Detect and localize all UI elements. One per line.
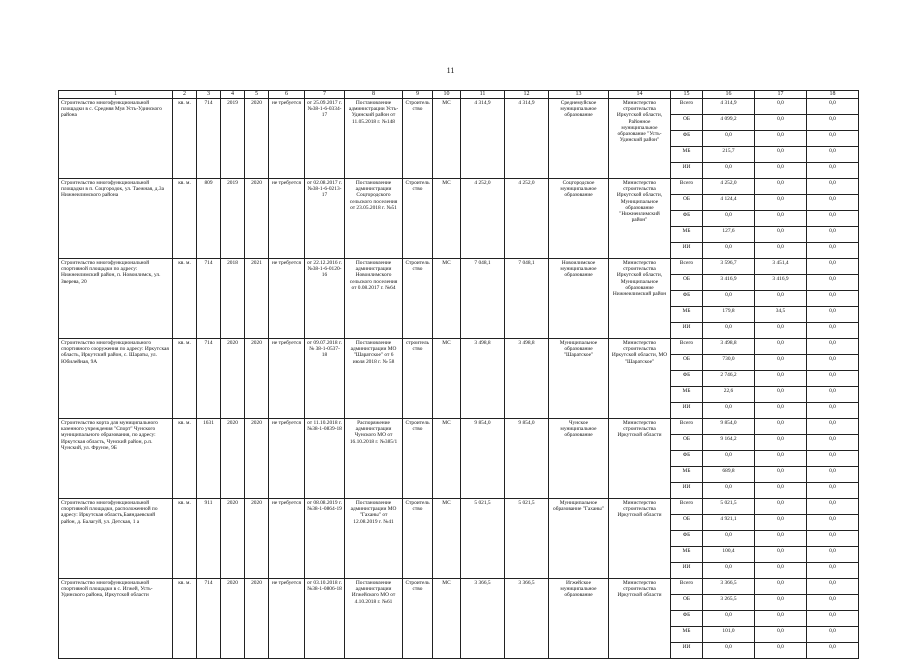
fund-2022: 0,0 [807, 515, 859, 531]
fund-2022: 0,0 [807, 307, 859, 323]
fund-2022: 0,0 [807, 579, 859, 595]
fund-2021: 0,0 [755, 627, 807, 643]
work-kind: Строительство [403, 499, 433, 579]
fund-2020: 0,0 [703, 243, 755, 259]
permit: от 11.10.2018 г. №38-1-0839-18 [305, 419, 345, 499]
ownership: МС [433, 419, 461, 499]
fund-2022: 0,0 [807, 195, 859, 211]
fund-2020: 4 921,1 [703, 515, 755, 531]
fund-2022: 0,0 [807, 211, 859, 227]
fund-2022: 0,0 [807, 643, 859, 659]
fund-source: ОБ [671, 195, 703, 211]
fund-2021: 0,0 [755, 355, 807, 371]
fund-2022: 0,0 [807, 243, 859, 259]
capacity: 809 [197, 179, 221, 259]
work-kind: Строительство [403, 419, 433, 499]
project-row [59, 179, 859, 195]
customer: Среднемуйское муниципальное образование [549, 99, 609, 179]
project-row [59, 339, 859, 355]
fund-2022: 0,0 [807, 275, 859, 291]
fund-2020: 215,7 [703, 147, 755, 163]
fund-2022: 0,0 [807, 467, 859, 483]
start-year: 2019 [221, 99, 245, 179]
expertise: не требуется [269, 419, 305, 499]
unit: кв. м. [173, 579, 197, 659]
permit: от 22.12.2016 г. №38-1-6-0120-16 [305, 259, 345, 339]
fund-2022: 0,0 [807, 419, 859, 435]
fund-2020: 3 596,7 [703, 259, 755, 275]
fund-2020: 4 099,2 [703, 115, 755, 131]
start-year: 2020 [221, 499, 245, 579]
expertise: не требуется [269, 99, 305, 179]
project-name: Строительство многофункционального спортивного сооружения по адресу: Иркутская область, Иркутский район, с. Шараты, ул. Юбилейная, 9А [59, 339, 173, 419]
fund-2022: 0,0 [807, 227, 859, 243]
fund-2020: 9 854,0 [703, 419, 755, 435]
fund-2022: 0,0 [807, 435, 859, 451]
decision: Постановление администрации МО "Шаратское" от 6 июля 2018 г. № 58 [345, 339, 403, 419]
fund-2020: 179,8 [703, 307, 755, 323]
project-row [59, 499, 859, 515]
fund-2021: 3 416,9 [755, 275, 807, 291]
project-name: Строительство многофункциональной спортивной площадки, расположенной по адресу: Иркутская область,Баяндаевский район, д. Балагуй, ул. Детская, 1 а [59, 499, 173, 579]
fund-2021: 0,0 [755, 195, 807, 211]
fund-2022: 0,0 [807, 323, 859, 339]
ownership: МС [433, 579, 461, 659]
customer: Чунское муниципальное образование [549, 419, 609, 499]
fund-source: МБ [671, 387, 703, 403]
permit: от 08.08.2019 г. №38-1-0864-19 [305, 499, 345, 579]
fund-2020: 0,0 [703, 483, 755, 499]
column-number: 14 [609, 91, 671, 99]
fund-2020: 4 314,9 [703, 99, 755, 115]
total-cost: 4 252,0 [461, 179, 505, 259]
start-year: 2018 [221, 259, 245, 339]
fund-source: Всего [671, 259, 703, 275]
fund-2022: 0,0 [807, 99, 859, 115]
column-number: 17 [755, 91, 807, 99]
work-kind: Строительство [403, 579, 433, 659]
column-number: 18 [807, 91, 859, 99]
total-cost: 3 366,5 [461, 579, 505, 659]
column-number: 6 [269, 91, 305, 99]
fund-2020: 0,0 [703, 291, 755, 307]
fund-2022: 0,0 [807, 611, 859, 627]
customer: Муниципальное образование "Гаханы" [549, 499, 609, 579]
project-name: Строительство многофункциональной спортивной площадки по адресу: Нижнеилимский район, п. Новоилимск, ул. Зверева, 20 [59, 259, 173, 339]
fund-2022: 0,0 [807, 339, 859, 355]
ministry: Министерство строительства Иркутской области [609, 419, 671, 499]
fund-source: ОБ [671, 435, 703, 451]
project-row [59, 99, 859, 115]
ministry: Министерство строительства Иркутской области, МО "Шаратское" [609, 339, 671, 419]
fund-2021: 0,0 [755, 579, 807, 595]
fund-2020: 0,0 [703, 563, 755, 579]
fund-2021: 34,5 [755, 307, 807, 323]
fund-2021: 0,0 [755, 435, 807, 451]
fund-source: ФБ [671, 611, 703, 627]
fund-source: МБ [671, 547, 703, 563]
fund-2020: 4 252,0 [703, 179, 755, 195]
fund-2020: 0,0 [703, 611, 755, 627]
fund-source: МБ [671, 627, 703, 643]
fund-2020: 4 124,4 [703, 195, 755, 211]
fund-2021: 0,0 [755, 115, 807, 131]
fund-2022: 0,0 [807, 547, 859, 563]
fund-2020: 3 265,5 [703, 595, 755, 611]
fund-source: ФБ [671, 211, 703, 227]
fund-2022: 0,0 [807, 163, 859, 179]
fund-source: ИИ [671, 163, 703, 179]
fund-2020: 3 498,8 [703, 339, 755, 355]
expertise: не требуется [269, 499, 305, 579]
fund-2021: 0,0 [755, 227, 807, 243]
unit: кв. м. [173, 499, 197, 579]
fund-2021: 0,0 [755, 371, 807, 387]
fund-2020: 730,0 [703, 355, 755, 371]
capacity: 714 [197, 259, 221, 339]
ministry: Министерство строительства Иркутской области, Муниципальное образование "Нижнеилимский район" [609, 179, 671, 259]
fund-source: МБ [671, 307, 703, 323]
end-year: 2020 [245, 579, 269, 659]
fund-2021: 0,0 [755, 515, 807, 531]
fund-2021: 0,0 [755, 611, 807, 627]
column-number: 12 [505, 91, 549, 99]
fund-source: ФБ [671, 291, 703, 307]
total-cost: 9 854,0 [461, 419, 505, 499]
fund-2021: 0,0 [755, 547, 807, 563]
cost-balance: 3 498,8 [505, 339, 549, 419]
column-number: 3 [197, 91, 221, 99]
ministry: Министерство строительства Иркутской области, Муниципальное образование Нижнеилимский район [609, 259, 671, 339]
permit: от 02.08.2017 г. №38-1-6-0213-17 [305, 179, 345, 259]
fund-2021: 0,0 [755, 595, 807, 611]
fund-source: Всего [671, 579, 703, 595]
fund-2022: 0,0 [807, 531, 859, 547]
column-number: 15 [671, 91, 703, 99]
fund-2022: 0,0 [807, 131, 859, 147]
ministry: Министерство строительства Иркутской области, Районное муниципальное образование "Усть-Удинский район" [609, 99, 671, 179]
total-cost: 5 021,5 [461, 499, 505, 579]
fund-2020: 0,0 [703, 163, 755, 179]
fund-2021: 0,0 [755, 531, 807, 547]
ministry: Министерство строительства Иркутской области [609, 499, 671, 579]
column-number: 4 [221, 91, 245, 99]
fund-2021: 0,0 [755, 323, 807, 339]
expertise: не требуется [269, 179, 305, 259]
fund-2020: 3 366,5 [703, 579, 755, 595]
column-number: 10 [433, 91, 461, 99]
project-name: Строительство многофункциональной площадки в п. Соцгородок, ул. Таежная, д.3а Нижнеилимского района [59, 179, 173, 259]
fund-2021: 0,0 [755, 563, 807, 579]
end-year: 2020 [245, 499, 269, 579]
fund-2020: 689,8 [703, 467, 755, 483]
fund-2022: 0,0 [807, 259, 859, 275]
fund-2021: 0,0 [755, 387, 807, 403]
fund-2021: 0,0 [755, 243, 807, 259]
ownership: МС [433, 179, 461, 259]
capacity: 1631 [197, 419, 221, 499]
start-year: 2020 [221, 339, 245, 419]
fund-2022: 0,0 [807, 387, 859, 403]
unit: кв. м. [173, 179, 197, 259]
capacity: 714 [197, 579, 221, 659]
page-number: 11 [446, 66, 455, 75]
fund-2022: 0,0 [807, 115, 859, 131]
fund-2021: 0,0 [755, 291, 807, 307]
fund-2020: 101,0 [703, 627, 755, 643]
column-number: 16 [703, 91, 755, 99]
fund-2022: 0,0 [807, 179, 859, 195]
unit: кв. м. [173, 99, 197, 179]
column-number: 11 [461, 91, 505, 99]
customer: Игжейское муниципальное образование [549, 579, 609, 659]
fund-2021: 0,0 [755, 339, 807, 355]
customer: Соцгородское муниципальное образование [549, 179, 609, 259]
expertise: не требуется [269, 579, 305, 659]
fund-source: Всего [671, 499, 703, 515]
ownership: МС [433, 99, 461, 179]
decision: Постановление администрации Игжейского МО от 4.10.2018 г. №61 [345, 579, 403, 659]
fund-2022: 0,0 [807, 371, 859, 387]
fund-source: ОБ [671, 515, 703, 531]
work-kind: строительство [403, 339, 433, 419]
cost-balance: 5 021,5 [505, 499, 549, 579]
fund-source: МБ [671, 147, 703, 163]
capacity: 714 [197, 99, 221, 179]
expertise: не требуется [269, 339, 305, 419]
fund-2021: 0,0 [755, 467, 807, 483]
fund-2022: 0,0 [807, 147, 859, 163]
column-numbers-row [59, 91, 859, 99]
fund-source: Всего [671, 99, 703, 115]
work-kind: Строительство [403, 99, 433, 179]
fund-2020: 0,0 [703, 403, 755, 419]
ownership: МС [433, 259, 461, 339]
ownership: МС [433, 499, 461, 579]
fund-2021: 0,0 [755, 147, 807, 163]
fund-2020: 0,0 [703, 451, 755, 467]
project-name: Строительство многофункциональной спортивной площадки в с. Игжей, Усть-Удинского района, Иркутской области [59, 579, 173, 659]
decision: Постановление администрации Соцгородского сельского поселения от 23.05.2018 г. №51 [345, 179, 403, 259]
fund-source: ФБ [671, 531, 703, 547]
decision: Постановление администрации МО "Гаханы" от 12.08.2019 г. №41 [345, 499, 403, 579]
fund-2020: 100,4 [703, 547, 755, 563]
fund-2020: 9 164,2 [703, 435, 755, 451]
fund-2020: 127,6 [703, 227, 755, 243]
fund-source: Всего [671, 339, 703, 355]
fund-source: ИИ [671, 643, 703, 659]
fund-source: МБ [671, 467, 703, 483]
total-cost: 4 314,9 [461, 99, 505, 179]
expertise: не требуется [269, 259, 305, 339]
fund-2021: 0,0 [755, 99, 807, 115]
fund-2022: 0,0 [807, 451, 859, 467]
project-name: Строительство корта для муниципального казенного учреждения "Спорт" Чунского муниципального образования, по адресу: Иркутская область, Чунский район, р.п. Чунский, ул. Фрунзе, 9Б [59, 419, 173, 499]
unit: кв. м. [173, 419, 197, 499]
fund-2022: 0,0 [807, 291, 859, 307]
column-number: 7 [305, 91, 345, 99]
fund-source: ФБ [671, 131, 703, 147]
cost-balance: 7 048,1 [505, 259, 549, 339]
project-row [59, 579, 859, 595]
permit: от 25.09.2017 г. №38-1-6-0334-17 [305, 99, 345, 179]
fund-2022: 0,0 [807, 483, 859, 499]
decision: Постановление администрации Усть-Удинский район от 11.05.2018 г. №148 [345, 99, 403, 179]
fund-2022: 0,0 [807, 563, 859, 579]
start-year: 2019 [221, 179, 245, 259]
column-number: 2 [173, 91, 197, 99]
total-cost: 7 048,1 [461, 259, 505, 339]
fund-2021: 0,0 [755, 403, 807, 419]
capacity: 714 [197, 339, 221, 419]
fund-2021: 0,0 [755, 499, 807, 515]
project-name: Строительство многофункциональной площадки в с. Средняя Муя Усть-Удинского района [59, 99, 173, 179]
fund-source: ФБ [671, 451, 703, 467]
fund-source: ФБ [671, 371, 703, 387]
fund-source: ОБ [671, 275, 703, 291]
fund-2021: 3 451,4 [755, 259, 807, 275]
fund-source: ИИ [671, 323, 703, 339]
permit: от 09.07.2018 г. № 38-1-0537-18 [305, 339, 345, 419]
fund-2021: 0,0 [755, 419, 807, 435]
column-number: 1 [59, 91, 173, 99]
customer: Новоилимское муниципальное образование [549, 259, 609, 339]
column-number: 8 [345, 91, 403, 99]
end-year: 2020 [245, 99, 269, 179]
total-cost: 3 498,8 [461, 339, 505, 419]
fund-source: ОБ [671, 595, 703, 611]
cost-balance: 9 854,0 [505, 419, 549, 499]
customer: Муниципальное образование "Шаратское" [549, 339, 609, 419]
fund-2020: 0,0 [703, 131, 755, 147]
fund-2020: 0,0 [703, 211, 755, 227]
ownership: МС [433, 339, 461, 419]
fund-2021: 0,0 [755, 211, 807, 227]
start-year: 2020 [221, 419, 245, 499]
fund-2021: 0,0 [755, 163, 807, 179]
fund-2021: 0,0 [755, 131, 807, 147]
decision: Распоряжение администрации Чунского МО от 16.10.2018 г. №385/1 [345, 419, 403, 499]
unit: кв. м. [173, 339, 197, 419]
end-year: 2020 [245, 179, 269, 259]
work-kind: Строительство [403, 259, 433, 339]
project-row [59, 419, 859, 435]
fund-source: МБ [671, 227, 703, 243]
unit: кв. м. [173, 259, 197, 339]
fund-2022: 0,0 [807, 499, 859, 515]
fund-2022: 0,0 [807, 355, 859, 371]
fund-2022: 0,0 [807, 627, 859, 643]
cost-balance: 4 314,9 [505, 99, 549, 179]
fund-2020: 0,0 [703, 531, 755, 547]
fund-2021: 0,0 [755, 483, 807, 499]
fund-2020: 0,0 [703, 643, 755, 659]
fund-source: ОБ [671, 115, 703, 131]
fund-2020: 0,0 [703, 323, 755, 339]
fund-2021: 0,0 [755, 643, 807, 659]
fund-2022: 0,0 [807, 403, 859, 419]
fund-source: ИИ [671, 483, 703, 499]
decision: Постановление администрации Новоилимского сельского поселения от 0.08.2017 г. №64 [345, 259, 403, 339]
capacity: 911 [197, 499, 221, 579]
project-table [58, 90, 859, 659]
fund-source: ОБ [671, 355, 703, 371]
fund-2021: 0,0 [755, 179, 807, 195]
permit: от 03.10.2018 г. №38-1-0806-18 [305, 579, 345, 659]
end-year: 2020 [245, 339, 269, 419]
work-kind: Строительство [403, 179, 433, 259]
fund-2021: 0,0 [755, 451, 807, 467]
column-number: 5 [245, 91, 269, 99]
cost-balance: 3 366,5 [505, 579, 549, 659]
fund-2020: 22,6 [703, 387, 755, 403]
fund-source: ИИ [671, 403, 703, 419]
fund-source: ИИ [671, 563, 703, 579]
fund-source: ИИ [671, 243, 703, 259]
project-row [59, 259, 859, 275]
ministry: Министерство строительства Иркутской области [609, 579, 671, 659]
end-year: 2021 [245, 259, 269, 339]
cost-balance: 4 252,0 [505, 179, 549, 259]
fund-2020: 3 416,9 [703, 275, 755, 291]
fund-2020: 2 746,2 [703, 371, 755, 387]
fund-source: Всего [671, 419, 703, 435]
fund-2022: 0,0 [807, 595, 859, 611]
end-year: 2020 [245, 419, 269, 499]
fund-2020: 5 021,5 [703, 499, 755, 515]
start-year: 2020 [221, 579, 245, 659]
column-number: 13 [549, 91, 609, 99]
column-number: 9 [403, 91, 433, 99]
fund-source: Всего [671, 179, 703, 195]
